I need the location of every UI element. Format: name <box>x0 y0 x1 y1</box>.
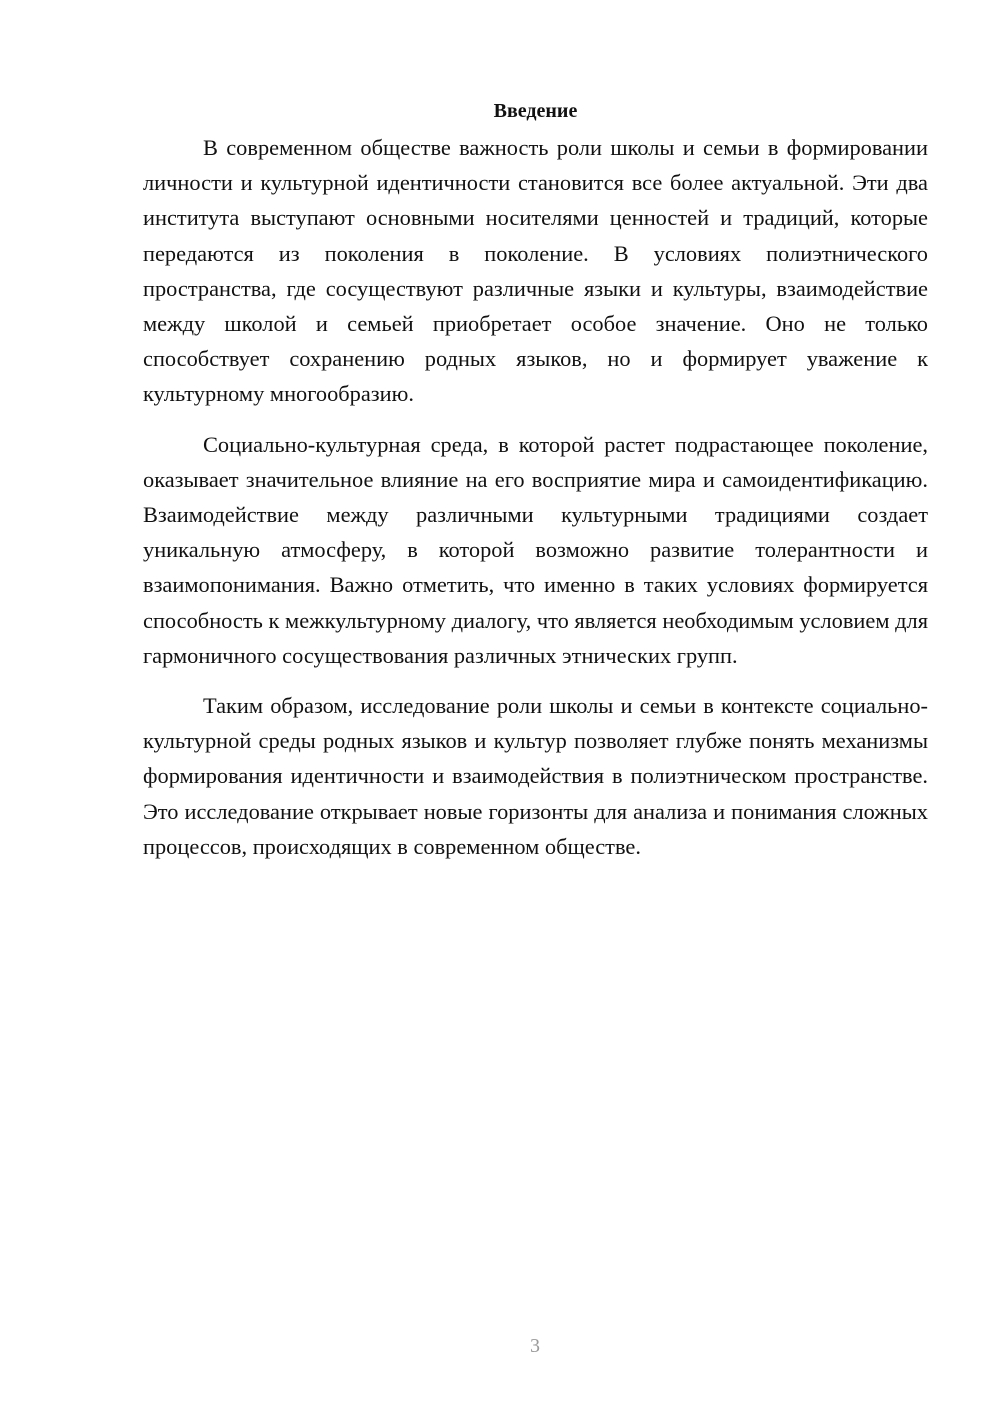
page-number: 3 <box>530 1335 540 1357</box>
page-content <box>143 96 928 864</box>
paragraph-1: В современном обществе важность роли школы и семьи в формировании личности и культурной идентичности становится все более актуальной. Эти два института выступают основными носителями ценностей и традиций, которые передаются из поколения в поколение. В условиях полиэтнического пространства, где сосуществуют различные языки и культуры, взаимодействие между школой и семьей приобретает особое значение. Оно не только способствует сохранению родных языков, но и формирует уважение к культурному многообразию. <box>143 135 928 407</box>
section-heading: Введение <box>493 100 578 122</box>
paragraph-2: Социально-культурная среда, в которой растет подрастающее поколение, оказывает значительное влияние на его восприятие мира и самоидентификацию. Взаимодействие между различными культурными традициями создает уникальную атмосферу, в которой возможно развитие толерантности и взаимопонимания. Важно отметить, что именно в таких условиях формируется способность к межкультурному диалогу, что является необходимым условием для гармоничного сосуществования различных этнических групп. <box>143 431 928 668</box>
paragraph-3: Таким образом, исследование роли школы и семьи в контексте социально-культурной среды родных языков и культур позволяет глубже понять механизмы формирования идентичности и взаимодействия в полиэтническом пространстве. Это исследование открывает новые горизонты для анализа и понимания сложных процессов, происходящих в современном обществе. <box>143 693 928 859</box>
